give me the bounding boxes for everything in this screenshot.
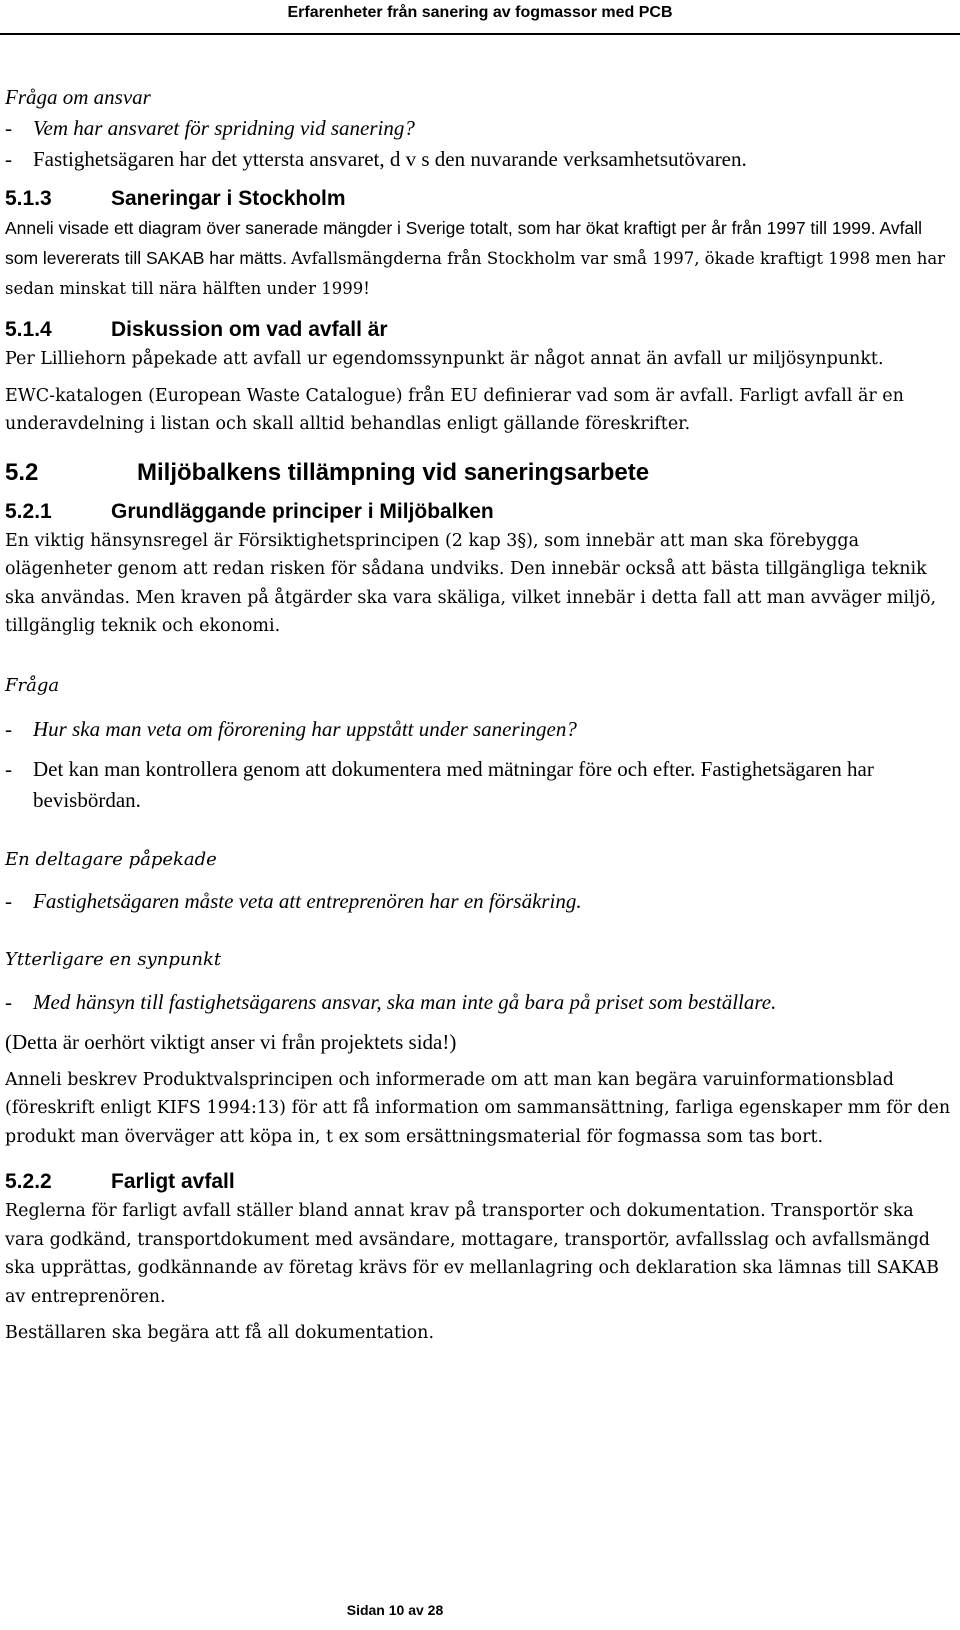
section-number: 5.2.1 <box>5 499 52 523</box>
q1-question-text: Vem har ansvaret för spridning vid sanering? <box>33 116 415 140</box>
section-title: Diskussion om vad avfall är <box>111 318 388 341</box>
q4-text: Med hänsyn till fastighetsägarens ansvar, ska man inte gå bara på priset som beställare. <box>33 989 777 1014</box>
page-number: Sidan 10 av 28 <box>346 1602 444 1618</box>
q4-heading: Ytterligare en synpunkt <box>5 948 222 970</box>
dash: - <box>5 888 12 913</box>
dash: - <box>5 756 12 781</box>
section-5-1-4-paragraph-2: EWC-katalogen (European Waste Catalogue) från EU definierar vad som är avfall. Farligt avfall är en underavdelning i listan och skall alltid behandlas enligt gällande föreskrifter. <box>5 385 904 434</box>
dash: - <box>5 716 12 741</box>
header-divider <box>0 33 960 35</box>
q1-answer-text: Fastighetsägaren har det yttersta ansvaret, d v s den nuvarande verksamhetsutövaren. <box>33 147 747 171</box>
section-number: 5.2 <box>5 458 39 486</box>
q1-question <box>5 113 955 144</box>
q4-note: (Detta är oerhört viktigt anser vi från projektets sida!) <box>5 1029 457 1054</box>
dash: - <box>5 116 12 140</box>
section-number: 5.1.4 <box>5 318 52 341</box>
q3-item <box>5 886 955 917</box>
paragraph-part-serif: Avfallsmängderna från Stockholm var små 1997, ökade kraftigt 1998 men har sedan minskat till nära hälften under 1999! <box>5 249 946 298</box>
dash: - <box>5 147 12 171</box>
section-5-2-2-heading <box>5 1167 955 1197</box>
section-number: 5.2.2 <box>5 1170 52 1193</box>
anneli-paragraph: Anneli beskrev Produktvalsprincipen och informerade om att man kan begära varuinformationsblad (föreskrift enligt KIFS 1994:13) för att få information om sammansättning, farliga egenskaper mm för den produkt man överväger att köpa in, t ex som ersättningsmaterial för fogmassa som tas bort. <box>5 1069 951 1147</box>
q1-answer <box>5 144 955 175</box>
document-title: Erfarenheter från sanering av fogmassor med PCB <box>287 4 673 21</box>
q3-heading: En deltagare påpekade <box>5 848 217 870</box>
section-5-2-2-paragraph-2: Beställaren ska begära att få all dokumentation. <box>5 1323 435 1343</box>
section-5-2-2-paragraph-1: Reglerna för farligt avfall ställer bland annat krav på transporter och dokumentation. Transportör ska vara godkänd, transportdokument med avsändare, mottagare, transportör, avfallsslag och avfallsmängd ska upprättas, godkännande av företag krävs för ev mellanlagring och deklaration ska lämnas till SAKAB av entreprenören. <box>5 1201 940 1307</box>
q1-heading: Fråga om ansvar <box>5 85 151 109</box>
section-number: 5.1.3 <box>5 187 52 210</box>
section-5-1-3-heading <box>5 184 955 214</box>
q3-text: Fastighetsägaren måste veta att entreprenören har en försäkring. <box>33 888 582 913</box>
paragraph-part-sans: Anneli visade ett diagram över sanerade mängder i Sverige totalt, som har ökat kraftigt per år från 1997 till 1999. Avfall som levererats till SAKAB har mätts. <box>5 218 922 268</box>
section-5-2-heading <box>5 456 955 490</box>
section-5-1-4-heading <box>5 315 955 345</box>
dash: - <box>5 989 12 1014</box>
section-5-1-4-paragraph-1: Per Lilliehorn påpekade att avfall ur egendomssynpunkt är något annat än avfall ur miljösynpunkt. <box>5 349 884 369</box>
document-body <box>5 82 955 1348</box>
section-5-2-1-paragraph: En viktig hänsynsregel är Försiktighetsprincipen (2 kap 3§), som innebär att man ska förebygga olägenheter genom att redan risken för sådana undviks. Den innebär också att bästa tillgängliga teknik ska användas. Men kraven på åtgärder ska vara skäliga, vilket innebär i detta fall att man avväger miljö, tillgänglig teknik och ekonomi. <box>5 530 937 636</box>
section-5-1-3-paragraph <box>5 214 955 304</box>
page-header <box>0 0 960 36</box>
q2-heading: Fråga <box>5 674 60 696</box>
section-5-2-1-heading <box>5 497 955 527</box>
section-title: Grundläggande principer i Miljöbalken <box>111 499 494 523</box>
q2-question-text: Hur ska man veta om förorening har uppstått under saneringen? <box>33 716 577 741</box>
q2-answer-text: Det kan man kontrollera genom att dokumentera med mätningar före och efter. Fastighetsägaren har bevisbördan. <box>33 756 874 812</box>
section-title: Miljöbalkens tillämpning vid saneringsarbete <box>137 458 650 486</box>
q4-item <box>5 987 955 1018</box>
section-title: Farligt avfall <box>111 1170 235 1193</box>
q2-answer <box>5 754 955 816</box>
section-title: Saneringar i Stockholm <box>111 187 346 210</box>
q2-question <box>5 714 955 745</box>
